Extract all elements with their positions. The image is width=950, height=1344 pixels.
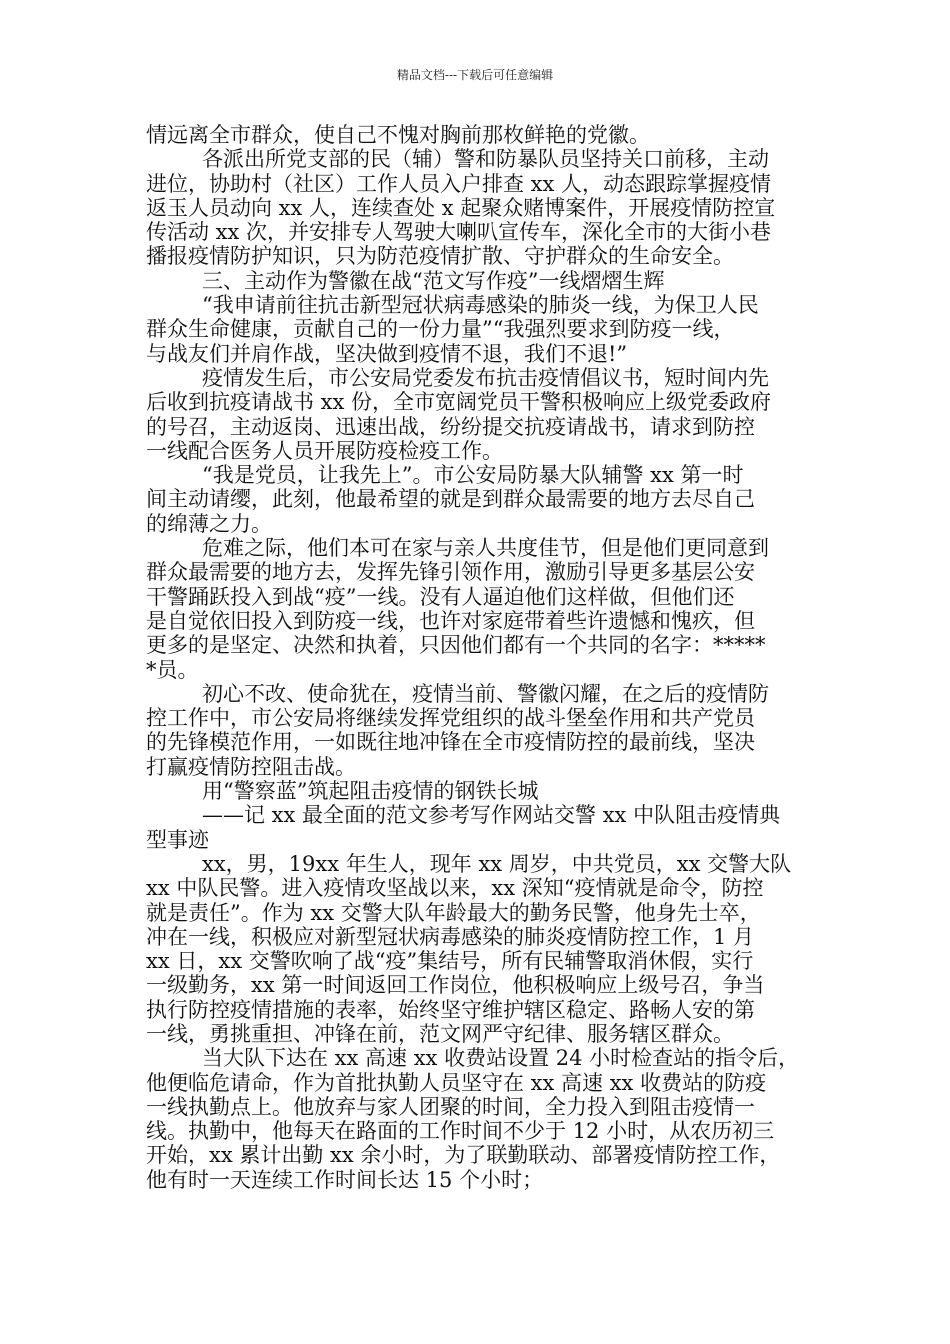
document-body [146, 123, 810, 1192]
text-line: xx 日，xx 交警吹响了战“疫”集结号，所有民辅警取消休假，实行 [146, 949, 754, 974]
text-line: 三、主动作为警徽在战“范文写作疫”一线熠熠生辉 [202, 268, 665, 293]
text-line: 执行防控疫情措施的表率，始终坚守维护辖区稳定、路畅人安的第 [146, 997, 755, 1022]
text-line: xx，男，19xx 年生人，现年 xx 周岁，中共党员，xx 交警大队 [202, 851, 792, 876]
text-line: 各派出所党支部的民（辅）警和防暴队员坚持关口前移，主动 [202, 147, 769, 172]
text-line: 群众生命健康，贡献自己的一份力量”“我强烈要求到防疫一线， [146, 317, 735, 342]
text-line: 传活动 xx 次，并安排专人驾驶大喇叭宣传车，深化全市的大街小巷 [146, 220, 772, 245]
text-line: 打赢疫情防控阻击战。 [146, 754, 356, 779]
text-line: 冲在一线，积极应对新型冠状病毒感染的肺炎疫情防控工作，1 月 [146, 924, 755, 949]
text-line: 干警踊跃投入到战“疫”一线。没有人逼迫他们这样做，但他们还 [146, 584, 735, 609]
text-line: “我申请前往抗击新型冠状病毒感染的肺炎一线，为保卫人民 [202, 293, 759, 318]
text-line: 就是责任”。作为 xx 交警大队年龄最大的勤务民警，他身先士卒， [146, 900, 761, 925]
text-line: 他有时一天连续工作时间长达 15 个小时； [146, 1167, 544, 1192]
text-line: 当大队下达在 xx 高速 xx 收费站设置 24 小时检查站的指令后， [202, 1046, 800, 1071]
page-header: 精品文档---下载后可任意编辑 [396, 68, 554, 82]
text-line: 一级勤务，xx 第一时间返回工作岗位，他积极响应上级号召，争当 [146, 973, 765, 998]
text-line: 疫情发生后，市公安局党委发布抗击疫情倡议书，短时间内先 [202, 365, 769, 390]
text-line: 控工作中，市公安局将继续发挥党组织的战斗堡垒作用和共产党员 [146, 706, 755, 731]
text-line: 一线配合医务人员开展防疫检疫工作。 [146, 438, 503, 463]
text-line: 型事迹 [146, 827, 209, 852]
text-line: ——记 xx 最全面的范文参考写作网站交警 xx 中队阻击疫情典 [202, 803, 781, 828]
text-line: 群众最需要的地方去，发挥先锋引领作用，激励引导更多基层公安 [146, 560, 755, 585]
text-line: xx 中队民警。进入疫情攻坚战以来，xx 深知“疫情就是命令，防控 [146, 876, 764, 901]
text-line: 播报疫情防护知识，只为防范疫情扩散、守护群众的生命安全。 [146, 244, 734, 269]
text-line: 间主动请缨，此刻，他最希望的就是到群众最需要的地方去尽自己 [146, 487, 755, 512]
text-line: 初心不改、使命犹在，疫情当前、警徽闪耀，在之后的疫情防 [202, 681, 769, 706]
text-line: 返玉人员动向 xx 人，连续查处 x 起聚众赌博案件，开展疫情防控宣 [146, 195, 776, 220]
text-line: 他便临危请命，作为首批执勤人员坚守在 xx 高速 xx 收费站的防疫 [146, 1070, 767, 1095]
text-line: 用“警察蓝”筑起阻击疫情的钢铁长城 [202, 779, 539, 804]
text-line: 是自觉依旧投入到防疫一线，也许对家庭带着些许遗憾和愧疚，但 [146, 608, 755, 633]
text-line: “我是党员，让我先上”。市公安局防暴大队辅警 xx 第一时 [202, 463, 744, 488]
text-line: 情远离全市群众，使自己不愧对胸前那枚鲜艳的党徽。 [146, 123, 650, 147]
text-line: 的先锋模范作用，一如既往地冲锋在全市疫情防控的最前线，坚决 [146, 730, 755, 755]
text-line: 线。执勤中，他每天在路面的工作时间不少于 12 小时，从农历初三 [146, 1119, 775, 1144]
text-line: 危难之际，他们本可在家与亲人共度佳节，但是他们更同意到 [202, 536, 769, 561]
text-line: *员。 [146, 657, 199, 682]
text-line: 一线，勇挑重担、冲锋在前，范文网严守纪律、服务辖区群众。 [146, 1021, 734, 1046]
text-line: 的绵薄之力。 [146, 511, 272, 536]
text-line: 开始，xx 累计出勤 xx 余小时，为了联勤联动、部署疫情防控工作， [146, 1143, 781, 1168]
text-line: 与战友们并肩作战，坚决做到疫情不退，我们不退!” [146, 341, 628, 366]
text-line: 一线执勤点上。他放弃与家人团聚的时间，全力投入到阻击疫情一 [146, 1094, 755, 1119]
text-line: 进位，协助村（社区）工作人员入户排查 xx 人，动态跟踪掌握疫情 [146, 171, 772, 196]
text-line: 的号召，主动返岗、迅速出战，纷纷提交抗疫请战书，请求到防控 [146, 414, 755, 439]
text-line: 更多的是坚定、决然和执着，只因他们都有一个共同的名字：***** [146, 633, 766, 658]
text-line: 后收到抗疫请战书 xx 份，全市宽阔党员干警积极响应上级党委政府 [146, 390, 772, 415]
